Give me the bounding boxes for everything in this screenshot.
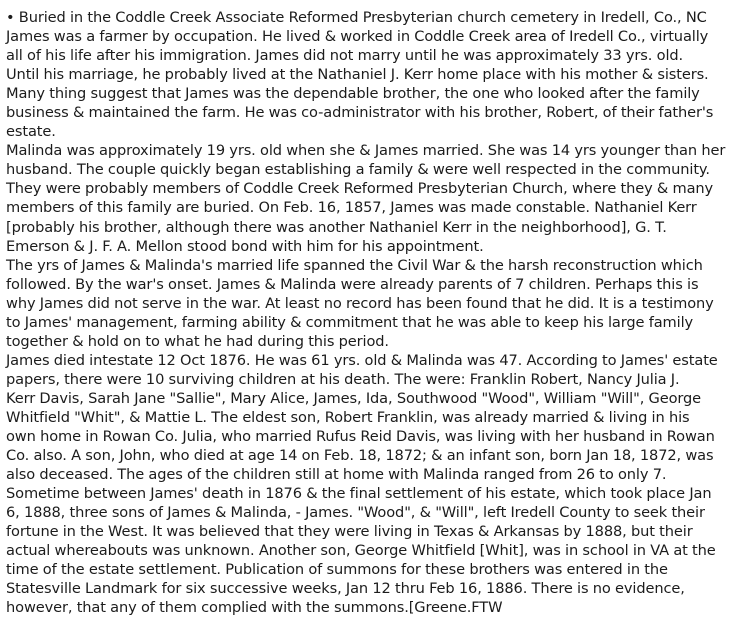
text-line: Many thing suggest that James was the dependable brother, the one who looked after the family <box>6 85 700 103</box>
text-line: Co. also. A son, John, who died at age 14 on Feb. 18, 1872; & an infant son, born Jan 18, 1872, was <box>6 447 714 465</box>
text-line: James died intestate 12 Oct 1876. He was 61 yrs. old & Malinda was 47. According to James' estate <box>6 351 718 369</box>
text-line: to James' management, farming ability & commitment that he was able to keep his large family <box>6 313 694 331</box>
text-line: Kerr Davis, Sarah Jane "Sallie", Mary Alice, James, Ida, Southwood "Wood", William "Will", George <box>6 389 702 407</box>
text-line: Malinda was approximately 19 yrs. old when she & James married. She was 14 yrs younger than her <box>6 142 726 160</box>
text-line: Until his marriage, he probably lived at the Nathaniel J. Kerr home place with his mother & sisters. <box>6 66 709 84</box>
text-line: why James did not serve in the war. At least no record has been found that he did. It is a testimony <box>6 294 714 312</box>
text-line: They were probably members of Coddle Creek Reformed Presbyterian Church, where they & many <box>6 180 714 198</box>
text-line: also deceased. The ages of the children still at home with Malinda ranged from 26 to only 7. <box>6 466 667 484</box>
text-line: time of the estate settlement. Publication of summons for these brothers was entered in the <box>6 561 668 579</box>
text-line: Whitfield "Whit", & Mattie L. The eldest son, Robert Franklin, was already married & living in his <box>6 408 690 426</box>
text-line: Statesville Landmark for six successive weeks, Jan 12 thru Feb 16, 1886. There is no evidence, <box>6 580 685 598</box>
text-line: The yrs of James & Malinda's married life spanned the Civil War & the harsh reconstruction which <box>6 256 703 274</box>
text-line: business & maintained the farm. He was co-administrator with his brother, Robert, of their father's <box>6 104 714 122</box>
text-line: • Buried in the Coddle Creek Associate Reformed Presbyterian church cemetery in Iredell, Co., NC <box>6 9 707 26</box>
text-line: estate. <box>6 123 56 141</box>
text-line: all of his life after his immigration. James did not marry until he was approximately 33 yrs. old. <box>6 47 684 65</box>
text-line: however, that any of them complied with the summons.[Greene.FTW <box>6 599 503 617</box>
text-line: 6, 1888, three sons of James & Malinda, - James. "Wood", & "Will", left Iredell County to seek their <box>6 504 705 522</box>
text-line: actual whereabouts was unknown. Another son, George Whitfield [Whit], was in school in VA at the <box>6 542 716 560</box>
text-line: fortune in the West. It was believed that they were living in Texas & Arkansas by 1888, but their <box>6 523 693 541</box>
text-line: Sometime between James' death in 1876 & the final settlement of his estate, which took place Jan <box>6 485 712 503</box>
text-line: own home in Rowan Co. Julia, who married Rufus Reid Davis, was living with her husband in Rowan <box>6 428 715 446</box>
text-line: husband. The couple quickly began establishing a family & were well respected in the community. <box>6 161 710 179</box>
document-body <box>6 8 734 618</box>
text-line: members of this family are buried. On Feb. 16, 1857, James was made constable. Nathaniel Kerr <box>6 199 697 217</box>
text-line: followed. By the war's onset. James & Malinda were already parents of 7 children. Perhaps this is <box>6 275 699 293</box>
text-line: papers, there were 10 surviving children at his death. The were: Franklin Robert, Nancy Julia J. <box>6 370 680 388</box>
text-line: [probably his brother, although there was another Nathaniel Kerr in the neighborhood], G. T. <box>6 218 667 236</box>
text-line: together & hold on to what he had during this period. <box>6 332 389 350</box>
text-line: James was a farmer by occupation. He lived & worked in Coddle Creek area of Iredell Co., virtually <box>6 28 709 46</box>
text-line: Emerson & J. F. A. Mellon stood bond with him for his appointment. <box>6 237 484 255</box>
